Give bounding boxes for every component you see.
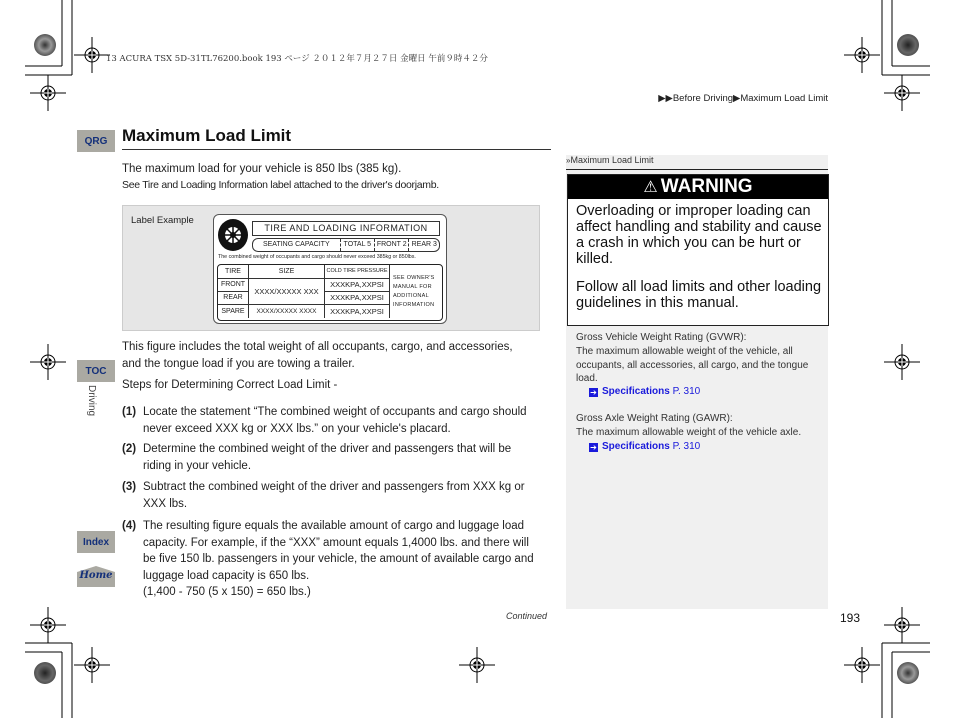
gvwr-title: Gross Vehicle Weight Rating (GVWR):: [576, 332, 747, 343]
step-item: [122, 404, 542, 437]
tab-index[interactable]: Index: [77, 531, 115, 553]
print-header: 13 ACURA TSX 5D-31TL76200.book 193 ページ ２０１２年７月２７日 金曜日 午前９時４２分: [106, 54, 488, 64]
step-text: Determine the combined weight of the driver and passengers that will be riding in your vehicle.: [143, 443, 512, 472]
figure-caption: Label Example: [131, 215, 194, 226]
seating-capacity-row: [252, 238, 440, 252]
title-divider: [122, 149, 551, 150]
body-text: and the tongue load if you are towing a trailer.: [122, 358, 355, 370]
formula: [122, 584, 542, 601]
warning-box: [567, 174, 829, 326]
label-heading: TIRE AND LOADING INFORMATION: [252, 221, 440, 236]
step-item: [122, 441, 542, 474]
breadcrumb-item: Maximum Load Limit: [740, 93, 828, 104]
corner-emblem: [897, 662, 919, 684]
col-header: TIRE: [218, 265, 249, 279]
breadcrumb-item: Before Driving: [672, 93, 734, 104]
link-arrow-icon: ➔: [590, 443, 597, 452]
corner-emblem: [34, 662, 56, 684]
see-owners-manual-text: SEE OWNER'S MANUAL FOR ADDITIONAL INFORMATION: [393, 275, 435, 308]
specifications-link[interactable]: [589, 386, 700, 397]
breadcrumb: [658, 93, 828, 104]
corner-emblem: [897, 34, 919, 56]
seating-label: SEATING CAPACITY: [262, 241, 330, 248]
gvwr-text: The maximum allowable weight of the vehicle, all occupants, all accessories, all cargo, and the tongue load.: [576, 346, 809, 384]
combined-weight-text: The combined weight of occupants and cargo should never exceed 385kg or 850lbs.: [218, 254, 416, 260]
intro-note: See Tire and Loading Information label attached to the driver's doorjamb.: [122, 179, 439, 191]
col-header: COLD TIRE PRESSURE: [325, 265, 390, 279]
seating-rear: REAR 3: [408, 239, 439, 251]
warning-header: [568, 175, 828, 199]
step-item: [122, 518, 542, 584]
tire-loading-label: [213, 214, 447, 324]
tire-pressure-table: [217, 264, 443, 321]
steps-list: [122, 404, 552, 604]
steps-heading: Steps for Determining Correct Load Limit -: [122, 379, 338, 391]
warning-text: Follow all load limits and other loading guidelines in this manual.: [576, 279, 822, 311]
step-item: [122, 479, 542, 512]
step-number: (1): [122, 406, 137, 418]
step-text: The resulting figure equals the available amount of cargo and luggage load capacity. For example, if the “XXX” amount equals 1,4000 lbs. and there will be five 150 lb. passengers in your vehicle, the amount of available cargo and luggage load capacity is 650 lbs.: [143, 520, 534, 582]
table-cell: FRONT: [218, 279, 249, 292]
aside-heading-text: Maximum Load Limit: [570, 155, 654, 165]
seating-total: TOTAL 5: [340, 239, 374, 251]
warning-text: Overloading or improper loading can affect handling and stability and cause a crash in which you can be hurt or killed.: [576, 203, 822, 267]
table-cell: XXXX/XXXXX XXXX: [249, 305, 325, 318]
breadcrumb-arrow-icon: ▶: [733, 93, 741, 104]
link-arrow-icon: ➔: [590, 388, 597, 397]
link-page: P. 310: [672, 441, 701, 452]
specifications-link[interactable]: [589, 441, 700, 452]
page-title: Maximum Load Limit: [122, 126, 292, 145]
step-text: Subtract the combined weight of the driver and passengers from XXX kg or XXX lbs.: [143, 481, 525, 510]
body-text: This figure includes the total weight of all occupants, cargo, and accessories,: [122, 341, 513, 353]
gawr-title: Gross Axle Weight Rating (GAWR):: [576, 413, 733, 424]
table-cell: XXXKPA,XXPSI: [325, 292, 390, 305]
step-number: (2): [122, 443, 137, 455]
table-cell: XXXX/XXXXX XXX: [249, 279, 325, 305]
double-arrow-icon: »: [566, 156, 571, 165]
seating-front: FRONT 2: [374, 239, 408, 251]
warning-triangle-icon: ⚠: [643, 179, 658, 196]
tab-qrg[interactable]: QRG: [77, 130, 115, 152]
breadcrumb-arrow-icon: ▶▶: [658, 93, 673, 104]
step-text: Locate the statement “The combined weight of occupants and cargo should never exceed XXX kg or XXX lbs.” on your vehicle's placard.: [143, 406, 527, 435]
col-header: SIZE: [249, 265, 325, 279]
home-label: Home: [79, 570, 113, 581]
section-label: Driving: [86, 385, 97, 417]
tab-home[interactable]: [77, 566, 115, 587]
step-number: (3): [122, 481, 137, 493]
warning-title: WARNING: [660, 176, 753, 197]
link-page: P. 310: [672, 386, 701, 397]
intro-text: The maximum load for your vehicle is 850 lbs (385 kg).: [122, 163, 402, 175]
link-label: Specifications: [602, 386, 670, 397]
page-number: 193: [840, 611, 861, 625]
table-cell: XXXKPA,XXPSI: [325, 305, 390, 318]
corner-emblem: [34, 34, 56, 56]
step-number: (4): [122, 520, 137, 532]
tab-toc[interactable]: TOC: [77, 360, 115, 382]
table-cell: REAR: [218, 292, 249, 305]
continued-label: Continued: [506, 611, 548, 621]
label-figure: [122, 205, 540, 331]
table-cell: SPARE: [218, 305, 249, 318]
tire-icon: [217, 218, 249, 252]
aside-heading: [566, 155, 828, 170]
formula-text: (1,400 - 750 (5 x 150) = 650 lbs.): [143, 586, 311, 598]
link-label: Specifications: [602, 441, 670, 452]
gawr-text: The maximum allowable weight of the vehicle axle.: [576, 427, 802, 438]
table-cell: XXXKPA,XXPSI: [325, 279, 390, 292]
